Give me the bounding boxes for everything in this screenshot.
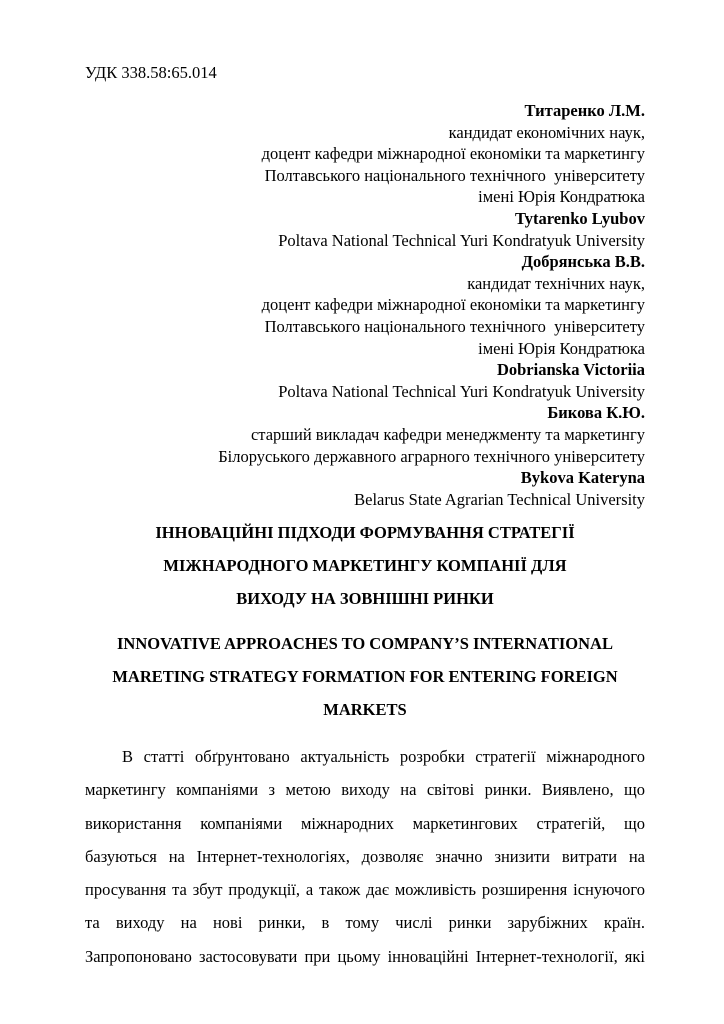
author-line: Bykova Kateryna [520, 468, 645, 488]
author-line: кандидат економічних наук, [448, 122, 645, 142]
author-line: Полтавського національного технічного університету [264, 316, 645, 336]
abstract-line: базуються на Інтернет-технологіях, дозволяє значно знизити витрати на [85, 846, 645, 866]
author-line: Бикова К.Ю. [547, 403, 645, 423]
title-english [85, 627, 645, 726]
author-line: імені Юрія Кондратюка [478, 187, 645, 207]
abstract-line: В статті обґрунтовано актуальність розробки стратегії міжнародного [122, 747, 645, 767]
author-line: Poltava National Technical Yuri Kondratyuk University [278, 381, 645, 401]
author-line: Tytarenko Lyubov [514, 208, 645, 228]
abstract-line: Запропоновано застосовувати при цьому інноваційні Інтернет-технології, які [85, 946, 645, 966]
abstract-paragraph [85, 740, 645, 972]
udc-number: УДК 338.58:65.014 [85, 63, 217, 82]
author-line: доцент кафедри міжнародної економіки та маркетингу [261, 295, 645, 315]
title-uk-line: МІЖНАРОДНОГО МАРКЕТИНГУ КОМПАНІЇ ДЛЯ [163, 556, 567, 576]
abstract-line: та виходу на нові ринки, в тому числі ринки зарубіжних країн. [85, 913, 645, 933]
title-uk-line: ІННОВАЦІЙНІ ПІДХОДИ ФОРМУВАННЯ СТРАТЕГІЇ [155, 523, 575, 543]
abstract-line: просування та збут продукції, а також дає можливість розширення існуючого [85, 880, 645, 900]
author-line: Полтавського національного технічного університету [264, 165, 645, 185]
title-en-line: INNOVATIVE APPROACHES TO COMPANY’S INTERNATIONAL [117, 634, 613, 654]
author-line: Добрянська В.В. [521, 252, 645, 272]
author-line: Dobrianska Victoriia [496, 360, 645, 380]
author-line: Титаренко Л.М. [524, 101, 645, 120]
title-ukrainian [85, 516, 645, 615]
author-line: кандидат технічних наук, [467, 273, 645, 293]
abstract-line: використання компаніями міжнародних маркетингових стратегій, що [85, 813, 645, 833]
author-line: імені Юрія Кондратюка [478, 338, 645, 358]
author-line: Білоруського державного аграрного технічного університету [218, 446, 645, 466]
title-en-line: MARETING STRATEGY FORMATION FOR ENTERING FOREIGN [112, 667, 618, 687]
title-uk-line: ВИХОДУ НА ЗОВНІШНІ РИНКИ [236, 589, 494, 609]
abstract-line: маркетингу компаніями з метою виходу на світові ринки. Виявлено, що [85, 780, 645, 800]
title-en-line: MARKETS [323, 700, 407, 720]
author-block [85, 100, 645, 510]
author-line: доцент кафедри міжнародної економіки та маркетингу [261, 144, 645, 164]
author-line: Belarus State Agrarian Technical University [354, 489, 645, 509]
author-line: Poltava National Technical Yuri Kondratyuk University [278, 230, 645, 250]
author-line: старший викладач кафедри менеджменту та маркетингу [250, 424, 645, 444]
